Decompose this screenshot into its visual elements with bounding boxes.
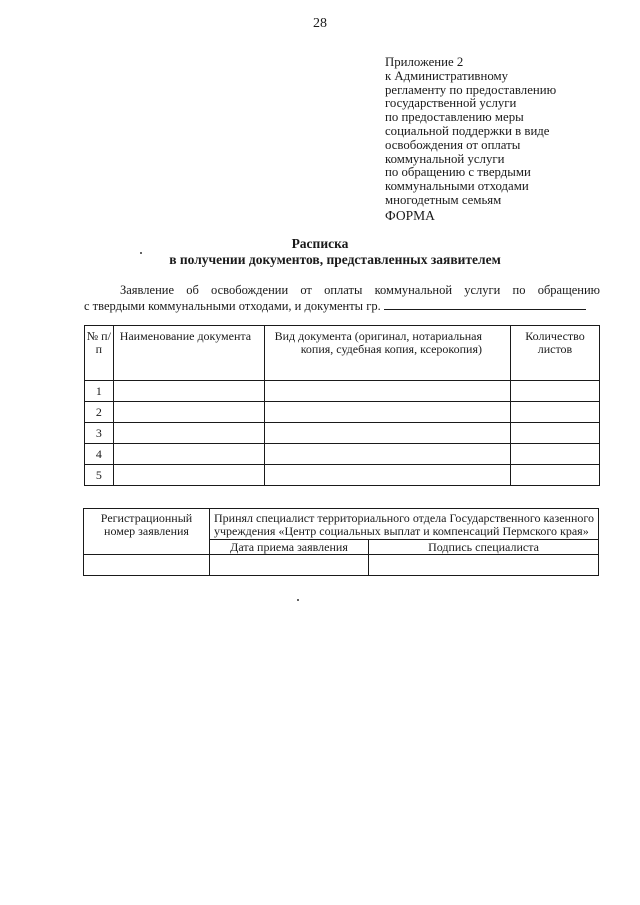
header-num: № п/п bbox=[85, 326, 114, 381]
sheet-count-cell[interactable] bbox=[510, 465, 599, 486]
row-number: 5 bbox=[85, 465, 114, 486]
appendix-line: коммунальными отходами bbox=[385, 179, 529, 194]
receipt-date-label: Дата приема заявления bbox=[210, 540, 369, 555]
appendix-block bbox=[385, 56, 615, 208]
accepted-by-text: Принял специалист территориального отдела Государственного казенного учреждения «Центр социальных выплат и компенсаций Пермского края» bbox=[210, 509, 599, 540]
document-name-cell[interactable] bbox=[113, 444, 264, 465]
applicant-name-field[interactable] bbox=[384, 298, 586, 310]
specialist-signature-field[interactable] bbox=[369, 555, 599, 576]
document-kind-cell[interactable] bbox=[264, 402, 510, 423]
header-count: Количество листов bbox=[510, 326, 599, 381]
document-name-cell[interactable] bbox=[113, 402, 264, 423]
documents-table bbox=[84, 325, 600, 486]
sheet-count-cell[interactable] bbox=[510, 423, 599, 444]
document-name-cell[interactable] bbox=[113, 465, 264, 486]
receipt-date-field[interactable] bbox=[210, 555, 369, 576]
appendix-line: по предоставлению меры bbox=[385, 110, 524, 125]
intro-line-1: Заявление об освобождении от оплаты коммунальной услуги по обращению bbox=[120, 283, 600, 297]
appendix-line: к Административному bbox=[385, 68, 508, 83]
appendix-line: коммунальной услуги bbox=[385, 151, 505, 166]
header-name: Наименование документа bbox=[113, 326, 264, 381]
title-line-1: Расписка bbox=[291, 236, 349, 251]
sheet-count-cell[interactable] bbox=[510, 402, 599, 423]
document-kind-cell[interactable] bbox=[264, 423, 510, 444]
appendix-line: регламенту по предоставлению bbox=[385, 82, 557, 97]
row-number: 3 bbox=[85, 423, 114, 444]
document-kind-cell[interactable] bbox=[264, 381, 510, 402]
document-title bbox=[0, 236, 640, 268]
table-row bbox=[85, 423, 600, 444]
scan-speck bbox=[140, 252, 142, 254]
specialist-signature-label: Подпись специалиста bbox=[369, 540, 599, 555]
document-name-cell[interactable] bbox=[113, 423, 264, 444]
table-row bbox=[85, 381, 600, 402]
document-kind-cell[interactable] bbox=[264, 465, 510, 486]
header-kind: Вид документа (оригинал, нотариальная копия, судебная копия, ксерокопия) bbox=[264, 326, 510, 381]
sheet-count-cell[interactable] bbox=[510, 444, 599, 465]
registration-row-top bbox=[84, 509, 599, 540]
registration-number-label: Регистрационный номер заявления bbox=[84, 509, 210, 555]
intro-line-2 bbox=[84, 298, 600, 314]
title-line-2: в получении документов, представленных заявителем bbox=[169, 252, 501, 267]
sheet-count-cell[interactable] bbox=[510, 381, 599, 402]
intro-line-2-text: с твердыми коммунальными отходами, и документы гр. bbox=[84, 299, 381, 313]
appendix-line: социальной поддержки в виде bbox=[385, 123, 550, 138]
document-name-cell[interactable] bbox=[113, 381, 264, 402]
appendix-line: Приложение 2 bbox=[385, 55, 464, 69]
appendix-line: многодетным семьям bbox=[385, 192, 502, 207]
intro-paragraph bbox=[84, 283, 600, 314]
appendix-line: по обращению с твердыми bbox=[385, 165, 531, 180]
registration-table bbox=[83, 508, 599, 576]
table-row bbox=[85, 402, 600, 423]
scan-speck bbox=[297, 599, 299, 601]
table-row bbox=[85, 465, 600, 486]
registration-row-values bbox=[84, 555, 599, 576]
appendix-line: освобождения от оплаты bbox=[385, 137, 521, 152]
appendix-line: государственной услуги bbox=[385, 96, 517, 111]
document-kind-cell[interactable] bbox=[264, 444, 510, 465]
table-row bbox=[85, 444, 600, 465]
row-number: 1 bbox=[85, 381, 114, 402]
registration-number-field[interactable] bbox=[84, 555, 210, 576]
row-number: 4 bbox=[85, 444, 114, 465]
row-number: 2 bbox=[85, 402, 114, 423]
page-number: 28 bbox=[313, 16, 327, 31]
form-label: ФОРМА bbox=[385, 208, 435, 223]
table-header-row bbox=[85, 326, 600, 381]
